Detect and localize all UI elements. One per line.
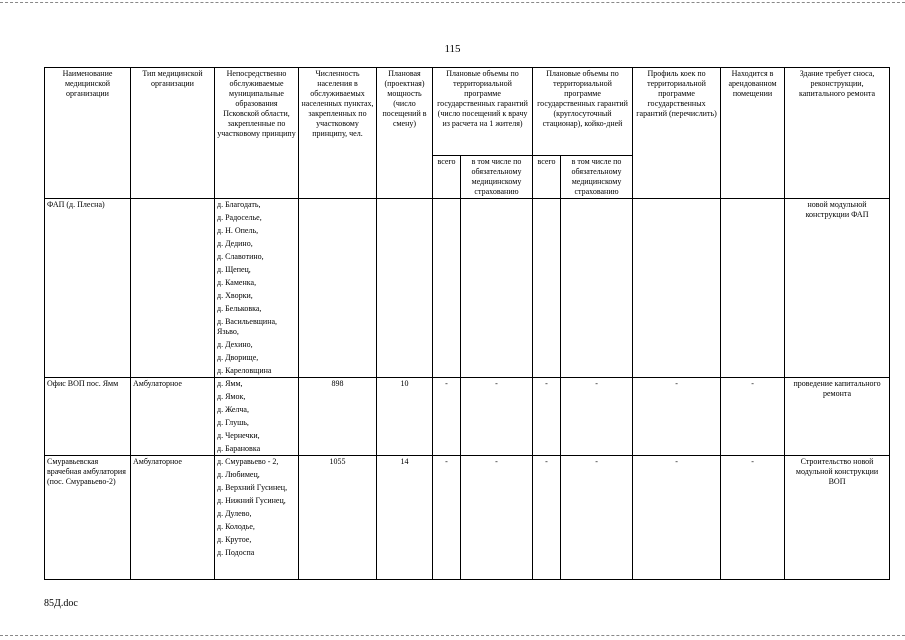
header-hospital-total: всего bbox=[533, 156, 561, 199]
hospital-total-cell: - bbox=[533, 456, 561, 580]
area-item: д. Хворки, bbox=[217, 291, 253, 300]
territorial-total-cell bbox=[433, 199, 461, 378]
areas-cell bbox=[215, 456, 299, 580]
hospital-total-cell bbox=[533, 199, 561, 378]
org-type-cell bbox=[131, 199, 215, 378]
capacity-cell: 14 bbox=[377, 456, 433, 580]
rented-cell: - bbox=[721, 378, 785, 456]
hospital-oms-cell bbox=[561, 199, 633, 378]
header-capacity: Плановая (проектная) мощность (число посещений в смену) bbox=[377, 68, 433, 199]
medical-organizations-table bbox=[44, 67, 890, 580]
table-row bbox=[45, 199, 890, 378]
territorial-oms-cell bbox=[461, 199, 533, 378]
area-item: д. Н. Опель, bbox=[217, 226, 259, 235]
header-territorial-total: всего bbox=[433, 156, 461, 199]
area-item: д. Бельковка, bbox=[217, 304, 262, 313]
area-item: д. Крутое, bbox=[217, 535, 252, 544]
profile-cell: - bbox=[633, 378, 721, 456]
area-item: д. Щепец, bbox=[217, 265, 251, 274]
header-profile: Профиль коек по территориальной программе государственных гарантий (перечислить) bbox=[633, 68, 721, 199]
territorial-total-cell: - bbox=[433, 378, 461, 456]
header-type: Тип медицинской организации bbox=[131, 68, 215, 199]
header-hospital: Плановые объемы по территориальной программе государственных гарантий (круглосуточный стационар), койко-дней bbox=[533, 68, 633, 156]
building-cell: Строительство новой модульной конструкции ВОП bbox=[785, 456, 890, 580]
territorial-total-cell: - bbox=[433, 456, 461, 580]
area-item: д. Нижний Гусинец, bbox=[217, 496, 286, 505]
header-rented: Находится в арендованном помещении bbox=[721, 68, 785, 199]
territorial-oms-cell: - bbox=[461, 378, 533, 456]
org-name-cell: Офис ВОП пос. Ямм bbox=[45, 378, 131, 456]
area-item: д. Колодье, bbox=[217, 522, 255, 531]
area-item: д. Глушь, bbox=[217, 418, 249, 427]
hospital-oms-cell: - bbox=[561, 456, 633, 580]
org-type-cell: Амбулаторное bbox=[131, 378, 215, 456]
population-cell: 1055 bbox=[299, 456, 377, 580]
org-name-cell: Смуравьевская врачебная амбулатория (пос. Смуравьево-2) bbox=[45, 456, 131, 580]
areas-cell bbox=[215, 199, 299, 378]
header-territorial: Плановые объемы по территориальной программе государственных гарантий (число посещений к врачу из расчета на 1 жителя) bbox=[433, 68, 533, 156]
page-number: 115 bbox=[444, 43, 461, 55]
area-item: д. Дедино, bbox=[217, 239, 253, 248]
area-item: д. Желча, bbox=[217, 405, 249, 414]
header-hospital-oms: в том числе по обязательному медицинскому страхованию bbox=[561, 156, 633, 199]
population-cell bbox=[299, 199, 377, 378]
rented-cell bbox=[721, 199, 785, 378]
org-type-cell: Амбулаторное bbox=[131, 456, 215, 580]
area-item: д. Барановка bbox=[217, 444, 261, 453]
area-item: д. Васильевщина, Язьво, bbox=[217, 317, 278, 336]
population-cell: 898 bbox=[299, 378, 377, 456]
header-building: Здание требует сноса, реконструкции, капитального ремонта bbox=[785, 68, 890, 199]
header-name: Наименование медицинской организации bbox=[45, 68, 131, 199]
page-bottom-edge bbox=[0, 635, 905, 636]
header-territorial-oms: в том числе по обязательному медицинскому страхованию bbox=[461, 156, 533, 199]
area-item: д. Славотино, bbox=[217, 252, 264, 261]
area-item: д. Благодать, bbox=[217, 200, 261, 209]
area-item: д. Ямм, bbox=[217, 379, 243, 388]
profile-cell: - bbox=[633, 456, 721, 580]
areas-cell bbox=[215, 378, 299, 456]
area-item: д. Ямок, bbox=[217, 392, 246, 401]
table-row bbox=[45, 378, 890, 456]
area-item: д. Кареловщина bbox=[217, 366, 272, 375]
header-areas: Непосредственно обслуживаемые муниципальные образования Псковской области, закрепленные по участковому принципу bbox=[215, 68, 299, 199]
area-item: д. Чернечки, bbox=[217, 431, 260, 440]
hospital-total-cell: - bbox=[533, 378, 561, 456]
area-item: д. Дехино, bbox=[217, 340, 253, 349]
area-item: д. Смуравьево - 2, bbox=[217, 457, 279, 466]
org-name-cell: ФАП (д. Плесна) bbox=[45, 199, 131, 378]
header-population: Численность населения в обслуживаемых населенных пунктах, закрепленных по участковому принципу, чел. bbox=[299, 68, 377, 199]
page-top-edge bbox=[0, 2, 905, 3]
rented-cell: - bbox=[721, 456, 785, 580]
area-item: д. Подоспа bbox=[217, 548, 255, 557]
building-cell: новой модульной конструкции ФАП bbox=[785, 199, 890, 378]
table-row bbox=[45, 456, 890, 580]
capacity-cell bbox=[377, 199, 433, 378]
footer-filename: 85Д.doc bbox=[44, 598, 78, 609]
area-item: д. Верхний Гусинец, bbox=[217, 483, 288, 492]
area-item: д. Радоселье, bbox=[217, 213, 262, 222]
territorial-oms-cell: - bbox=[461, 456, 533, 580]
capacity-cell: 10 bbox=[377, 378, 433, 456]
hospital-oms-cell: - bbox=[561, 378, 633, 456]
area-item: д. Каменка, bbox=[217, 278, 257, 287]
building-cell: проведение капитального ремонта bbox=[785, 378, 890, 456]
area-item: д. Дворище, bbox=[217, 353, 259, 362]
area-item: д. Любимец, bbox=[217, 470, 260, 479]
profile-cell bbox=[633, 199, 721, 378]
area-item: д. Дулево, bbox=[217, 509, 252, 518]
